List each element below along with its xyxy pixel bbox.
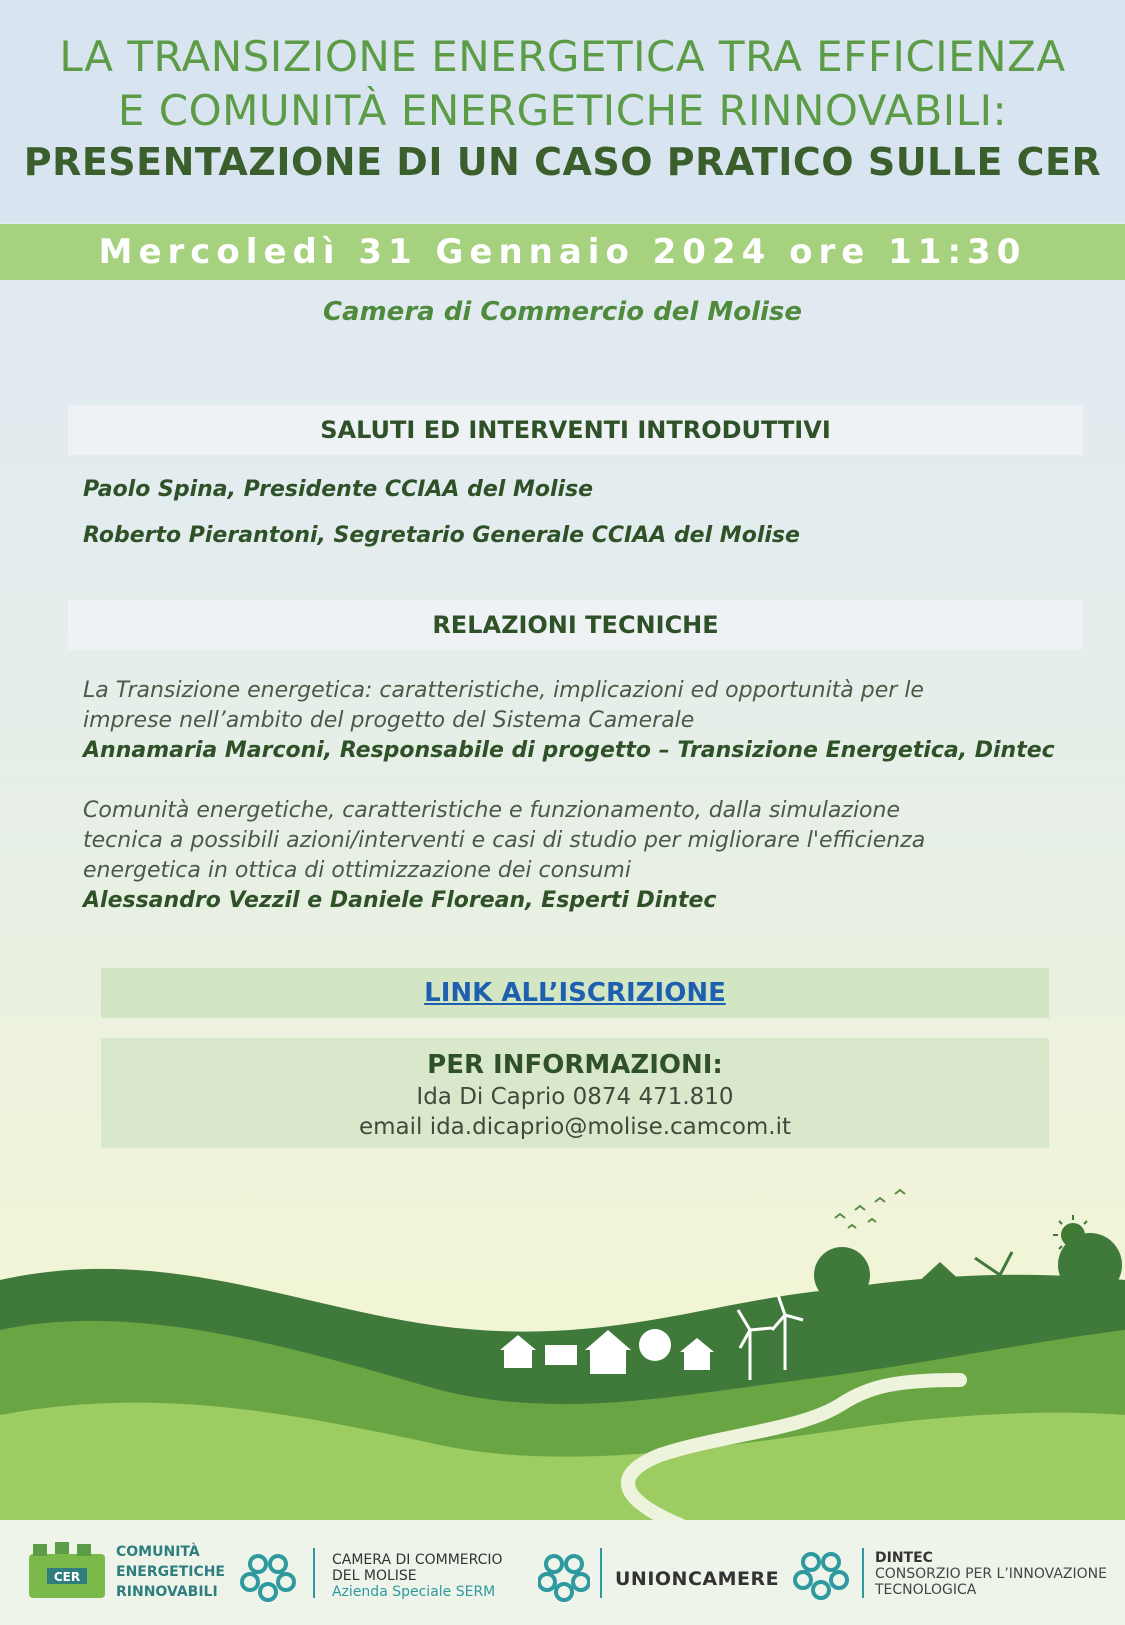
- info-email: email ida.dicaprio@molise.camcom.it: [358, 1114, 792, 1140]
- section-heading-intro: SALUTI ED INTERVENTI INTRODUTTIVI: [68, 405, 1083, 455]
- talk-description: energetica in ottica di ottimizzazione dei consumi: [83, 858, 631, 883]
- camcom-logo-text: [332, 1552, 503, 1600]
- talk-description: La Transizione energetica: caratteristiche, implicazioni ed opportunità per le: [83, 678, 924, 703]
- unioncamere-logo-icon: [538, 1550, 590, 1602]
- talk-speaker: Annamaria Marconi, Responsabile di progetto – Transizione Energetica, Dintec: [83, 738, 1055, 763]
- title-block: [0, 0, 1125, 222]
- dintec-text-line: CONSORZIO PER L’INNOVAZIONE: [875, 1566, 1107, 1582]
- logo-separator: [600, 1548, 602, 1598]
- info-contact: Ida Di Caprio 0874 471.810: [416, 1084, 734, 1110]
- logo-separator: [313, 1548, 315, 1598]
- cer-text-line: RINNOVABILI: [116, 1584, 218, 1600]
- dintec-text-line: DINTEC: [875, 1550, 933, 1566]
- talk-item: [83, 676, 1093, 766]
- logo-separator: [862, 1548, 864, 1598]
- cer-logo-icon: [25, 1540, 109, 1606]
- event-venue: Camera di Commercio del Molise: [322, 297, 803, 327]
- registration-link[interactable]: LINK ALL’ISCRIZIONE: [424, 978, 726, 1008]
- title-line-3: PRESENTAZIONE DI UN CASO PRATICO SULLE CER: [23, 140, 1102, 184]
- event-date-band: Mercoledì 31 Gennaio 2024 ore 11:30: [0, 224, 1125, 280]
- talk-description: imprese nell’ambito del progetto del Sistema Camerale: [83, 708, 695, 733]
- intro-speaker: Paolo Spina, Presidente CCIAA del Molise: [83, 477, 594, 502]
- intro-speaker: Roberto Pierantoni, Segretario Generale CCIAA del Molise: [83, 523, 800, 548]
- talk-speaker: Alessandro Vezzil e Daniele Florean, Esperti Dintec: [83, 888, 717, 913]
- unioncamere-logo-text: UNIONCAMERE: [615, 1568, 780, 1590]
- section-heading-talks: RELAZIONI TECNICHE: [68, 600, 1083, 650]
- talk-description: tecnica a possibili azioni/interventi e casi di studio per migliorare l'efficienza: [83, 828, 926, 853]
- birds-icon: [835, 1190, 905, 1228]
- talk-item: [83, 796, 1093, 916]
- camcom-text-line: CAMERA DI COMMERCIO: [332, 1552, 503, 1568]
- title-line-1: LA TRANSIZIONE ENERGETICA TRA EFFICIENZA: [59, 32, 1066, 81]
- cer-text-line: ENERGETICHE: [116, 1564, 225, 1580]
- footer-logos: [0, 1520, 1125, 1625]
- dintec-logo-icon: [793, 1546, 849, 1602]
- info-box: [101, 1038, 1049, 1148]
- cer-logo-text: [116, 1542, 225, 1602]
- camcom-text-line: DEL MOLISE: [332, 1568, 417, 1584]
- landscape-illustration: [0, 1180, 1125, 1525]
- talk-description: Comunità energetiche, caratteristiche e funzionamento, dalla simulazione: [83, 798, 900, 823]
- dintec-text-line: TECNOLOGICA: [875, 1582, 977, 1598]
- title-line-2: E COMUNITÀ ENERGETICHE RINNOVABILI:: [117, 86, 1008, 135]
- registration-box: [101, 968, 1049, 1018]
- cer-badge-text: CER: [53, 1570, 81, 1584]
- camcom-logo-icon: [240, 1548, 296, 1604]
- info-heading: PER INFORMAZIONI:: [427, 1050, 723, 1080]
- cer-text-line: COMUNITÀ: [116, 1544, 200, 1560]
- dintec-logo-text: [875, 1550, 1107, 1598]
- house-icon: [915, 1262, 965, 1315]
- camcom-subtitle: Azienda Speciale SERM: [332, 1584, 496, 1600]
